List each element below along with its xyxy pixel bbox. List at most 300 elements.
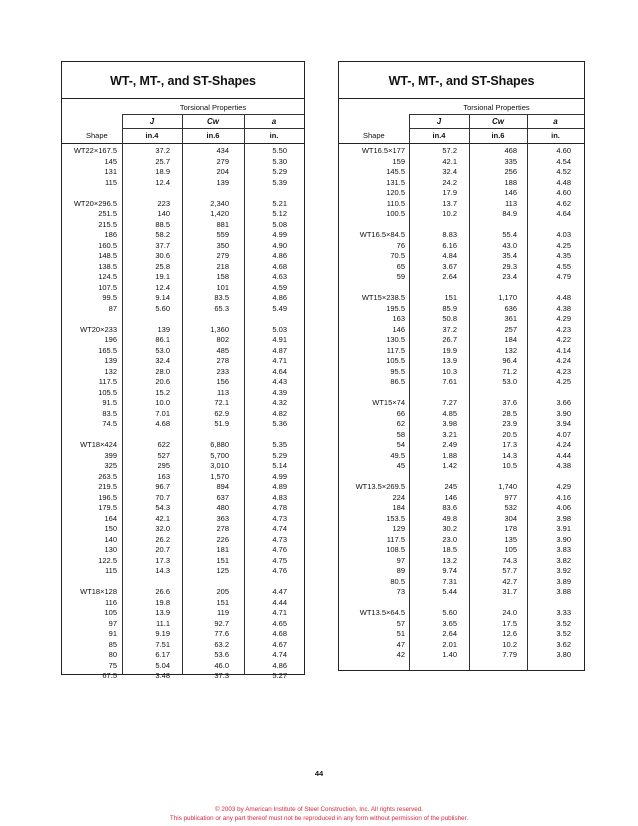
table-row xyxy=(62,640,304,651)
cell-a: 4.23 xyxy=(556,324,571,334)
cell-shape: 153.5 xyxy=(386,513,405,523)
cell-shape: 51 xyxy=(396,629,405,638)
cell-j: 8.83 xyxy=(442,230,457,239)
table-row xyxy=(339,283,584,294)
cell-shape: 97 xyxy=(108,618,117,628)
cell-a: 3.89 xyxy=(556,576,571,586)
cell-j: 19.1 xyxy=(155,272,170,281)
cell-j: 58.2 xyxy=(155,230,170,239)
table-header xyxy=(339,99,584,143)
cell-shape: 108.5 xyxy=(386,545,405,554)
table-row xyxy=(62,493,304,504)
cell-j: 42.1 xyxy=(155,513,170,523)
table-row xyxy=(62,199,304,210)
cell-cw: 101 xyxy=(216,282,229,292)
cell-shape: 80.5 xyxy=(390,576,405,586)
table-row xyxy=(62,608,304,619)
cell-shape: 65 xyxy=(396,261,405,271)
cell-j: 3.48 xyxy=(155,671,170,680)
cell-a: 3.88 xyxy=(556,587,571,596)
cell-a: 5.14 xyxy=(272,461,287,470)
cell-cw: 468 xyxy=(504,146,517,155)
cell-a: 5.30 xyxy=(272,156,287,166)
cell-a: 4.99 xyxy=(272,471,287,481)
cell-cw: 205 xyxy=(216,587,229,596)
table-row xyxy=(339,346,584,357)
table-row xyxy=(339,241,584,252)
cell-cw: 1,360 xyxy=(210,324,229,334)
cell-cw: 84.9 xyxy=(502,209,517,218)
cell-shape: 165.5 xyxy=(98,345,117,355)
cell-j: 50.8 xyxy=(442,314,457,323)
cell-a: 4.06 xyxy=(556,503,571,512)
cell-a: 3.91 xyxy=(556,524,571,533)
cell-j: 6.17 xyxy=(155,650,170,659)
table-row xyxy=(62,241,304,252)
cell-a: 4.48 xyxy=(556,177,571,187)
cell-shape: 100.5 xyxy=(386,209,405,218)
cell-a: 4.22 xyxy=(556,335,571,344)
cell-shape: WT18×424 xyxy=(80,440,117,449)
cell-cw: 218 xyxy=(216,261,229,271)
cell-a: 4.87 xyxy=(272,345,287,355)
cell-j: 23.0 xyxy=(442,534,457,544)
cell-a: 4.03 xyxy=(556,230,571,239)
cell-a: 3.90 xyxy=(556,408,571,418)
cell-a: 5.27 xyxy=(272,671,287,680)
cell-j: 28.0 xyxy=(155,366,170,376)
cell-shape: 130 xyxy=(104,545,117,554)
table-row xyxy=(339,640,584,651)
table-row xyxy=(339,167,584,178)
col-symbol-j: J xyxy=(436,117,442,126)
cell-a: 4.99 xyxy=(272,230,287,239)
cell-j: 25.8 xyxy=(155,261,170,271)
cell-shape: 139 xyxy=(104,356,117,365)
cell-shape: 160.5 xyxy=(98,240,117,250)
cell-j: 32.4 xyxy=(155,356,170,365)
cell-shape: 163 xyxy=(392,314,405,323)
table-row xyxy=(339,629,584,640)
table-row xyxy=(339,535,584,546)
table-row xyxy=(62,524,304,535)
cell-shape: 179.5 xyxy=(98,503,117,512)
table-row xyxy=(62,367,304,378)
cell-shape: 117.5 xyxy=(98,377,117,386)
cell-j: 85.9 xyxy=(442,303,457,313)
table-row xyxy=(62,419,304,430)
cell-j: 49.8 xyxy=(442,513,457,523)
torsional-properties-header: Torsional Properties xyxy=(179,103,247,112)
cell-j: 26.7 xyxy=(442,335,457,344)
cell-cw: 37.3 xyxy=(214,671,229,680)
cell-shape: 80 xyxy=(108,650,117,659)
cell-j: 4.84 xyxy=(442,251,457,260)
cell-shape: 140 xyxy=(104,534,117,544)
cell-shape: WT16.5×84.5 xyxy=(359,230,405,239)
cell-shape: 164 xyxy=(104,513,117,523)
table-row xyxy=(62,566,304,577)
cell-j: 4.85 xyxy=(442,408,457,418)
cell-a: 4.75 xyxy=(272,555,287,565)
table-row xyxy=(339,493,584,504)
cell-a: 4.68 xyxy=(272,261,287,271)
cell-cw: 204 xyxy=(216,167,229,176)
cell-cw: 42.7 xyxy=(502,576,517,586)
cell-j: 2.64 xyxy=(442,272,457,281)
table-row xyxy=(339,482,584,493)
table-row xyxy=(339,545,584,556)
table-row xyxy=(339,356,584,367)
header-rule xyxy=(409,128,584,129)
cell-a: 5.29 xyxy=(272,167,287,176)
cell-cw: 29.3 xyxy=(502,261,517,271)
cell-shape: 105.5 xyxy=(386,356,405,365)
cell-a: 5.29 xyxy=(272,450,287,460)
cell-cw: 37.6 xyxy=(502,398,517,407)
cell-cw: 77.6 xyxy=(214,629,229,638)
cell-cw: 17.3 xyxy=(502,440,517,449)
cell-j: 25.7 xyxy=(155,156,170,166)
cell-j: 11.1 xyxy=(155,618,170,628)
header-rule xyxy=(122,128,304,129)
cell-shape: WT13.5×64.5 xyxy=(359,608,405,617)
cell-a: 4.62 xyxy=(556,198,571,208)
table-row xyxy=(339,398,584,409)
cell-a: 4.89 xyxy=(272,482,287,491)
table-row xyxy=(339,146,584,157)
cell-a: 4.29 xyxy=(556,314,571,323)
cell-shape: 54 xyxy=(396,440,405,449)
cell-j: 20.6 xyxy=(155,377,170,386)
cell-shape: 116 xyxy=(105,597,117,607)
cell-a: 4.43 xyxy=(272,377,287,386)
cell-a: 4.68 xyxy=(272,629,287,638)
cell-cw: 10.2 xyxy=(502,639,517,649)
header-bottom-rule xyxy=(62,143,304,144)
cell-cw: 802 xyxy=(216,335,229,344)
cell-j: 622 xyxy=(157,440,170,449)
cell-j: 88.5 xyxy=(155,219,170,229)
table-row xyxy=(339,262,584,273)
cell-cw: 350 xyxy=(216,240,229,250)
cell-shape: 62 xyxy=(396,419,405,428)
table-row xyxy=(62,272,304,283)
table-row xyxy=(339,304,584,315)
page-number: 44 xyxy=(314,769,324,778)
table-row xyxy=(62,409,304,420)
cell-j: 3.67 xyxy=(442,261,457,271)
table-row xyxy=(339,178,584,189)
cell-j: 146 xyxy=(444,492,457,502)
cell-shape: 67.5 xyxy=(102,671,117,680)
torsional-properties-header: Torsional Properties xyxy=(463,103,530,112)
cell-shape: 74.5 xyxy=(102,419,117,428)
cell-cw: 53.6 xyxy=(214,650,229,659)
cell-shape: 120.5 xyxy=(386,188,405,197)
cell-cw: 894 xyxy=(216,482,229,491)
cell-shape: 215.5 xyxy=(98,219,117,229)
cell-a: 4.82 xyxy=(272,408,287,418)
cell-j: 12.4 xyxy=(155,282,170,292)
cell-a: 4.60 xyxy=(556,146,571,155)
cell-j: 15.2 xyxy=(155,387,170,397)
cell-a: 4.86 xyxy=(272,293,287,302)
cell-a: 5.39 xyxy=(272,177,287,187)
cell-cw: 636 xyxy=(504,303,517,313)
table-row xyxy=(339,650,584,661)
table-row xyxy=(339,409,584,420)
cell-j: 10.0 xyxy=(155,398,170,407)
table-row xyxy=(339,388,584,399)
table-row xyxy=(339,451,584,462)
cell-j: 37.7 xyxy=(155,240,170,250)
cell-cw: 43.0 xyxy=(502,240,517,250)
cell-j: 7.01 xyxy=(155,408,170,418)
cell-shape: 59 xyxy=(396,272,405,281)
cell-j: 70.7 xyxy=(155,492,170,502)
header-rule xyxy=(122,114,304,115)
cell-a: 3.98 xyxy=(556,513,571,523)
cell-a: 4.86 xyxy=(272,251,287,260)
table-row xyxy=(62,587,304,598)
cell-shape: 131 xyxy=(104,167,117,176)
cell-a: 4.29 xyxy=(556,482,571,491)
cell-a: 5.12 xyxy=(272,209,287,218)
cell-shape: 105 xyxy=(104,608,117,617)
table-row xyxy=(62,178,304,189)
table-row xyxy=(62,325,304,336)
cell-j: 5.60 xyxy=(155,303,170,313)
table-row xyxy=(339,619,584,630)
table-row xyxy=(62,671,304,682)
cell-a: 4.63 xyxy=(272,272,287,281)
cell-cw: 278 xyxy=(216,524,229,533)
cell-cw: 977 xyxy=(504,492,517,502)
cell-a: 4.47 xyxy=(272,587,287,596)
table-row xyxy=(339,461,584,472)
table-row xyxy=(339,514,584,525)
cell-a: 3.52 xyxy=(556,629,571,638)
col-symbol-cw: Cw xyxy=(207,117,219,126)
cell-shape: 45 xyxy=(396,461,405,470)
cell-shape: 85 xyxy=(108,639,117,649)
cell-cw: 151 xyxy=(216,597,229,607)
table-header xyxy=(62,99,304,143)
cell-shape: 224 xyxy=(392,492,405,502)
cell-j: 3.98 xyxy=(442,419,457,428)
cell-j: 20.7 xyxy=(155,545,170,554)
cell-a: 3.90 xyxy=(556,534,571,544)
cell-a: 4.71 xyxy=(272,356,287,365)
cell-j: 151 xyxy=(444,293,457,302)
cell-a: 4.79 xyxy=(556,272,571,281)
cell-a: 4.44 xyxy=(556,450,571,460)
cell-cw: 156 xyxy=(216,377,229,386)
cell-shape: 146 xyxy=(392,324,405,334)
col-symbol-a: a xyxy=(553,117,558,126)
cell-cw: 113 xyxy=(505,198,517,208)
cell-j: 13.9 xyxy=(155,608,170,617)
cell-j: 86.1 xyxy=(155,335,170,344)
cell-cw: 105 xyxy=(504,545,517,554)
cell-cw: 256 xyxy=(504,167,517,176)
cell-j: 17.9 xyxy=(442,188,457,197)
cell-cw: 480 xyxy=(216,503,229,512)
cell-cw: 279 xyxy=(216,251,229,260)
cell-cw: 125 xyxy=(216,566,229,575)
cell-cw: 1,420 xyxy=(210,209,229,218)
cell-j: 527 xyxy=(157,450,170,460)
cell-a: 3.80 xyxy=(556,650,571,659)
cell-cw: 279 xyxy=(216,156,229,166)
copyright-notice: © 2003 by American Institute of Steel Construction, Inc. All rights reserved. xyxy=(215,806,423,813)
cell-shape: 105.5 xyxy=(98,387,117,397)
cell-cw: 2,340 xyxy=(210,198,229,208)
table-row xyxy=(62,514,304,525)
cell-a: 4.35 xyxy=(556,251,571,260)
cell-j: 13.7 xyxy=(442,198,457,208)
cell-a: 3.52 xyxy=(556,618,571,628)
cell-a: 4.86 xyxy=(272,660,287,670)
cell-a: 5.49 xyxy=(272,303,287,313)
cell-cw: 113 xyxy=(217,387,229,397)
cell-j: 7.51 xyxy=(155,639,170,649)
cell-j: 26.2 xyxy=(155,534,170,544)
cell-j: 3.21 xyxy=(442,429,457,439)
cell-shape: 76 xyxy=(396,240,405,250)
cell-cw: 139 xyxy=(216,177,229,187)
cell-shape: 110.5 xyxy=(386,198,405,208)
table-row xyxy=(62,535,304,546)
table-row xyxy=(62,283,304,294)
cell-j: 139 xyxy=(157,324,170,334)
cell-shape: 145.5 xyxy=(386,167,405,176)
col-unit-cw: in.6 xyxy=(206,131,220,140)
cell-cw: 181 xyxy=(216,545,229,554)
cell-a: 4.78 xyxy=(272,503,287,512)
table-row xyxy=(62,388,304,399)
cell-j: 19.8 xyxy=(155,597,170,607)
cell-cw: 28.5 xyxy=(502,408,517,418)
col-unit-j: in.4 xyxy=(432,131,446,140)
table-row xyxy=(339,587,584,598)
cell-j: 30.2 xyxy=(442,524,457,533)
cell-cw: 71.2 xyxy=(502,366,517,376)
cell-shape: 70.5 xyxy=(390,251,405,260)
cell-cw: 119 xyxy=(217,608,229,617)
cell-a: 4.24 xyxy=(556,356,571,365)
cell-a: 4.38 xyxy=(556,461,571,470)
cell-j: 4.68 xyxy=(155,419,170,428)
cell-cw: 485 xyxy=(216,345,229,355)
cell-a: 3.92 xyxy=(556,566,571,575)
cell-cw: 83.5 xyxy=(214,293,229,302)
cell-a: 4.90 xyxy=(272,240,287,250)
cell-shape: 57 xyxy=(396,618,405,628)
table-row xyxy=(62,262,304,273)
table-row xyxy=(62,188,304,199)
cell-cw: 65.3 xyxy=(214,303,229,313)
table-row xyxy=(339,367,584,378)
col-unit-a: in. xyxy=(269,131,279,140)
cell-j: 30.6 xyxy=(155,251,170,260)
table-row xyxy=(62,482,304,493)
cell-shape: 117.5 xyxy=(386,534,405,544)
cell-j: 13.9 xyxy=(442,356,457,365)
cell-shape: 196 xyxy=(104,335,117,344)
table-row xyxy=(62,167,304,178)
cell-a: 4.14 xyxy=(556,345,571,355)
table-row xyxy=(339,293,584,304)
cell-a: 5.36 xyxy=(272,419,287,428)
cell-a: 4.64 xyxy=(556,209,571,218)
cell-j: 140 xyxy=(157,209,170,218)
cell-a: 4.64 xyxy=(272,366,287,376)
cell-j: 24.2 xyxy=(442,177,457,187)
cell-a: 4.91 xyxy=(272,335,287,344)
cell-shape: 186 xyxy=(104,230,117,239)
cell-shape: 49.5 xyxy=(390,450,405,460)
table-right xyxy=(338,61,585,671)
table-row xyxy=(62,346,304,357)
cell-cw: 135 xyxy=(504,534,517,544)
cell-cw: 74.3 xyxy=(502,555,517,565)
cell-shape: WT20×296.5 xyxy=(73,198,117,208)
cell-cw: 12.6 xyxy=(502,629,517,638)
cell-a: 4.67 xyxy=(272,639,287,649)
header-bottom-rule xyxy=(339,143,584,144)
cell-a: 4.39 xyxy=(272,387,287,397)
cell-a: 4.54 xyxy=(556,156,571,166)
cell-a: 4.25 xyxy=(556,377,571,386)
cell-cw: 184 xyxy=(504,335,517,344)
cell-a: 4.60 xyxy=(556,188,571,197)
cell-a: 4.73 xyxy=(272,513,287,523)
cell-shape: 107.5 xyxy=(98,282,117,292)
table-row xyxy=(62,251,304,262)
cell-cw: 434 xyxy=(216,146,229,155)
col-symbol-a: a xyxy=(271,117,277,126)
table-row xyxy=(62,598,304,609)
cell-cw: 57.7 xyxy=(502,566,517,575)
cell-j: 2.49 xyxy=(442,440,457,449)
cell-cw: 363 xyxy=(216,513,229,523)
cell-a: 4.65 xyxy=(272,618,287,628)
table-body xyxy=(339,146,584,661)
cell-cw: 62.9 xyxy=(214,408,229,418)
table-row xyxy=(62,661,304,672)
cell-shape: 399 xyxy=(104,450,117,460)
cell-shape: 219.5 xyxy=(98,482,117,491)
cell-a: 4.52 xyxy=(556,167,571,176)
cell-shape: 124.5 xyxy=(98,272,117,281)
cell-cw: 17.5 xyxy=(502,618,517,628)
cell-j: 17.3 xyxy=(155,555,170,565)
cell-a: 4.74 xyxy=(272,524,287,533)
cell-cw: 532 xyxy=(504,503,517,512)
table-left xyxy=(61,61,305,680)
cell-cw: 53.0 xyxy=(502,377,517,386)
cell-cw: 146 xyxy=(504,188,517,197)
table-body xyxy=(62,146,304,682)
table-row xyxy=(339,209,584,220)
cell-cw: 559 xyxy=(216,230,229,239)
table-row xyxy=(62,220,304,231)
copyright-restriction: This publication or any part thereof must not be reproduced in any form without permission of the publisher. xyxy=(169,815,469,822)
cell-cw: 46.0 xyxy=(214,660,229,670)
cell-cw: 637 xyxy=(216,492,229,502)
